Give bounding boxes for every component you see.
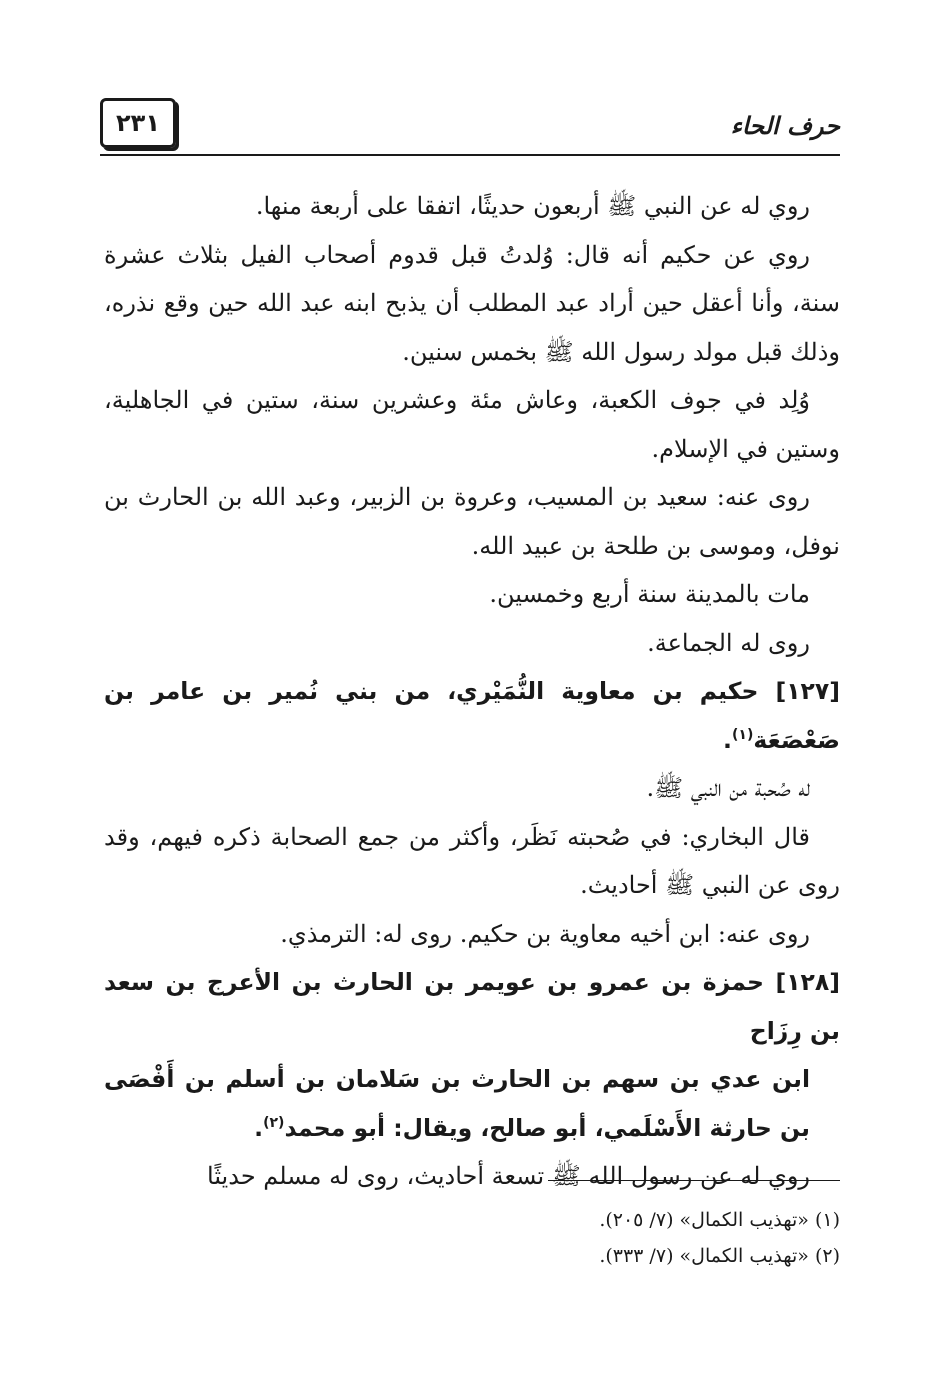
paragraph: له صُحبة من النبي ﷺ.	[646, 774, 810, 802]
entry-heading-text: [١٢٧] حكيم بن معاوية النُّمَيْري، من بني نُمير بن عامر بن صَعْصَعَة	[104, 677, 840, 754]
paragraph: روي له عن النبي ﷺ أربعون حديثًا، اتفقا على أربعة منها.	[255, 192, 810, 220]
footnote-separator	[548, 1180, 840, 1181]
header-rule	[100, 154, 840, 156]
paragraph: وُلِد في جوف الكعبة، وعاش مئة وعشرين سنة، ستين في الجاهلية، وستين في الإسلام.	[104, 386, 840, 463]
footnote: (١) «تهذيب الكمال» (٧/ ٢٠٥).	[599, 1209, 840, 1231]
paragraph: روي عن حكيم أنه قال: وُلدتُ قبل قدوم أصحاب الفيل بثلاث عشرة سنة، وأنا أعقل حين أراد عبد المطلب أن يذبح ابنه عبد الله حين وقع نذره، وذلك قبل مولد رسول الله ﷺ بخمس سنين.	[104, 240, 840, 366]
footnote-reference: (٢)	[263, 1114, 285, 1131]
entry-heading-continuation	[104, 1055, 840, 1152]
entry-heading-text: [١٢٨] حمزة بن عمرو بن عويمر بن الحارث بن الأعرج بن سعد بن رِزَاح	[104, 968, 840, 1045]
footnote-reference: (١)	[731, 726, 754, 743]
paragraph: روى له الجماعة.	[647, 628, 810, 657]
main-text	[104, 182, 840, 1201]
entry-heading-cont-text: ابن عدي بن سهم بن الحارث بن سَلامان بن أسلم بن أَفْصَى بن حارثة الأَسْلَمي، أبو صالح، ويقال: أبو محمد	[104, 1065, 810, 1142]
paragraph: روى عنه: ابن أخيه معاوية بن حكيم. روى له: الترمذي.	[280, 919, 810, 948]
entry-heading-end: .	[254, 1113, 264, 1142]
paragraph: مات بالمدينة سنة أربع وخمسين.	[489, 580, 810, 608]
footnotes	[104, 1202, 840, 1274]
paragraph: روى عنه: سعيد بن المسيب، وعروة بن الزبير، وعبد الله بن الحارث بن نوفل، وموسى بن طلحة بن عبيد الله.	[104, 483, 840, 560]
paragraph: قال البخاري: في صُحبته نَظَر، وأكثر من جمع الصحابة ذكره فيهم، وقد روى عن النبي ﷺ أحاديث.	[104, 822, 840, 899]
footnote: (٢) «تهذيب الكمال» (٧/ ٣٣٣).	[599, 1245, 840, 1267]
entry-heading-end: .	[723, 725, 732, 754]
page-number: ٢٣١	[100, 98, 176, 148]
entry-heading-128	[104, 958, 840, 1152]
paragraph: روي له عن رسول الله ﷺ تسعة أحاديث، روى له مسلم حديثًا	[207, 1162, 810, 1190]
entry-heading-127	[104, 667, 840, 764]
running-title: حرف الحاء	[730, 112, 840, 140]
